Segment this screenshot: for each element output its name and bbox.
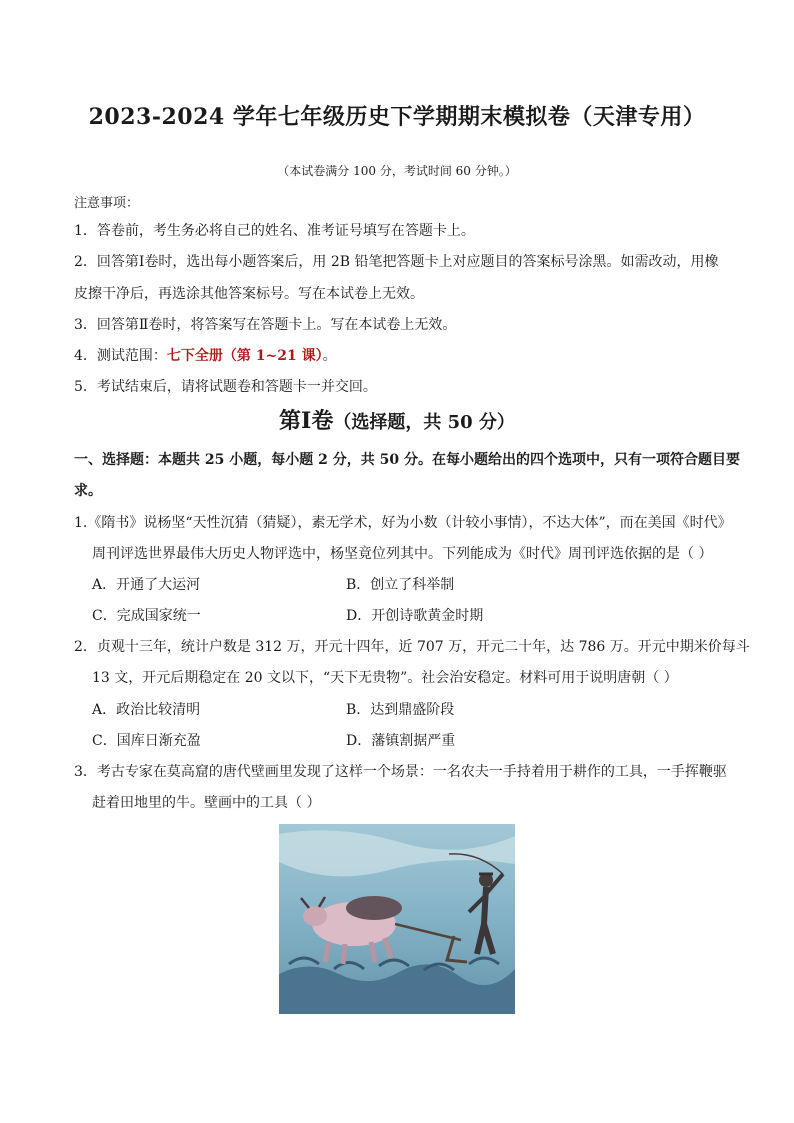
notice-item-2: 2．回答第Ⅰ卷时，选出每小题答案后，用 2B 铅笔把答题卡上对应题目的答案标号涂黑。如需改动，用橡 xyxy=(74,254,719,270)
q3-line-2: 赶着田地里的牛。壁画中的工具（ ） xyxy=(92,795,321,811)
notice-item-2-cont: 皮擦干净后，再选涂其他答案标号。写在本试卷上无效。 xyxy=(74,286,424,302)
instructions-line-2: 求。 xyxy=(74,483,102,499)
notice-item-5: 5．考试结束后，请将试题卷和答题卡一并交回。 xyxy=(74,379,377,395)
page-title: 2023-2024 学年七年级历史下学期期末模拟卷（天津专用） xyxy=(88,104,706,130)
notice-item-3: 3．回答第Ⅱ卷时，将答案写在答题卡上。写在本试卷上无效。 xyxy=(74,317,457,333)
instructions-line-1: 一、选择题：本题共 25 小题，每小题 2 分，共 50 分。在每小题给出的四个选项中，只有一项符合题目要 xyxy=(74,452,740,468)
q1-option-a: A．开通了大运河 xyxy=(92,577,201,593)
q2-option-a: A．政治比较清明 xyxy=(92,702,201,718)
q2-line-2: 13 文，开元后期稳定在 20 文以下，“天下无贵物”。社会治安稳定。材料可用于说明唐朝（ ） xyxy=(92,670,678,686)
q1-option-c: C．完成国家统一 xyxy=(92,608,201,624)
q2-line-1: 2．贞观十三年，统计户数是 312 万，开元十四年，近 707 万，开元二十年，达 786 万。开元中期米价每斗 xyxy=(74,639,750,655)
mural-image xyxy=(279,824,515,1014)
q1-option-d: D．开创诗歌黄金时期 xyxy=(346,608,484,624)
q2-option-c: C．国库日渐充盈 xyxy=(92,733,201,749)
notice-item-4-prefix: 4．测试范围： xyxy=(74,348,167,364)
exam-subtitle: （本试卷满分 100 分，考试时间 60 分钟。） xyxy=(277,164,517,178)
q2-option-b: B．达到鼎盛阶段 xyxy=(346,702,455,718)
mural-illustration xyxy=(279,824,515,1014)
q2-option-d: D．藩镇割据严重 xyxy=(346,733,456,749)
q3-line-1: 3．考古专家在莫高窟的唐代壁画里发现了这样一个场景：一名农夫一手持着用于耕作的工具，一手挥鞭驱 xyxy=(74,764,727,780)
test-scope: 七下全册（第 1~21 课） xyxy=(166,348,323,364)
notice-item-4 xyxy=(74,345,337,365)
section-heading xyxy=(0,404,794,435)
notice-item-4-suffix: 。 xyxy=(322,348,337,364)
notice-heading: 注意事项： xyxy=(74,196,140,211)
mural-wash xyxy=(279,824,515,1014)
notice-item-1: 1．答卷前，考生务必将自己的姓名、准考证号填写在答题卡上。 xyxy=(74,223,475,239)
q1-line-2: 周刊评选世界最伟大历史人物评选中，杨坚竟位列其中。下列能成为《时代》周刊评选依据的是（ ） xyxy=(92,546,713,562)
q1-option-b: B．创立了科举制 xyxy=(346,577,455,593)
section-title: 第Ⅰ卷 xyxy=(279,408,334,434)
q1-line-1: 1.《隋书》说杨坚“天性沉猜（猜疑），素无学术，好为小数（计较小事情），不达大体”，而在美国《时代》 xyxy=(74,515,732,531)
section-subtitle: （选择题，共 50 分） xyxy=(333,412,515,433)
